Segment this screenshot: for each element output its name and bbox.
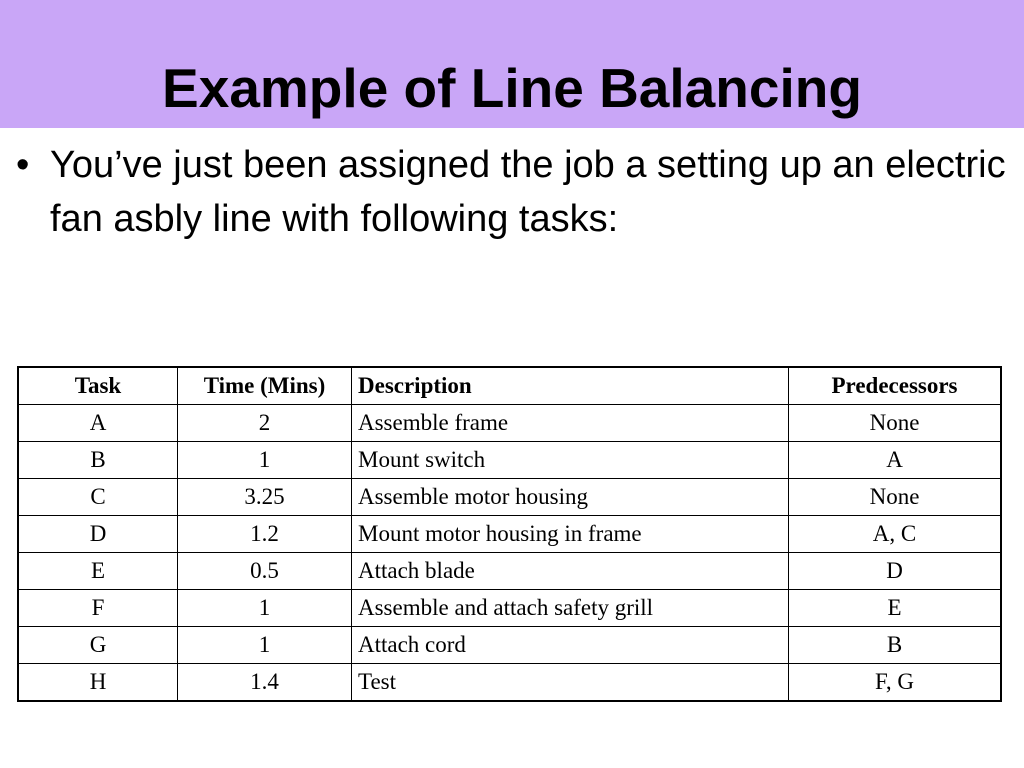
cell-task: D <box>18 516 178 553</box>
table-row <box>18 442 1001 479</box>
cell-time: 1 <box>178 442 352 479</box>
cell-task: C <box>18 479 178 516</box>
cell-predecessors: E <box>789 590 1002 627</box>
task-table <box>17 366 1002 702</box>
header-description: Description <box>352 367 789 405</box>
cell-predecessors: None <box>789 405 1002 442</box>
cell-description: Test <box>352 664 789 702</box>
cell-description: Mount motor housing in frame <box>352 516 789 553</box>
cell-predecessors: B <box>789 627 1002 664</box>
header-task: Task <box>18 367 178 405</box>
cell-time: 0.5 <box>178 553 352 590</box>
cell-time: 1.2 <box>178 516 352 553</box>
cell-predecessors: F, G <box>789 664 1002 702</box>
bullet-text: You’ve just been assigned the job a setting up an electric fan asbly line with following tasks: <box>50 144 1006 240</box>
bullet-item <box>16 138 1006 246</box>
cell-task: G <box>18 627 178 664</box>
cell-description: Mount switch <box>352 442 789 479</box>
cell-time: 1 <box>178 590 352 627</box>
table-row <box>18 479 1001 516</box>
cell-description: Assemble frame <box>352 405 789 442</box>
cell-predecessors: A <box>789 442 1002 479</box>
cell-description: Assemble motor housing <box>352 479 789 516</box>
cell-task: F <box>18 590 178 627</box>
cell-description: Attach blade <box>352 553 789 590</box>
cell-time: 1 <box>178 627 352 664</box>
bullet-list <box>16 138 1006 246</box>
table-row <box>18 516 1001 553</box>
table-row <box>18 664 1001 702</box>
cell-predecessors: D <box>789 553 1002 590</box>
header-predecessors: Predecessors <box>789 367 1002 405</box>
table-header-row <box>18 367 1001 405</box>
table-row <box>18 405 1001 442</box>
cell-predecessors: A, C <box>789 516 1002 553</box>
header-time: Time (Mins) <box>178 367 352 405</box>
bullet-marker: • <box>16 144 30 186</box>
cell-task: B <box>18 442 178 479</box>
cell-task: E <box>18 553 178 590</box>
table-row <box>18 627 1001 664</box>
cell-time: 2 <box>178 405 352 442</box>
cell-task: H <box>18 664 178 702</box>
cell-time: 3.25 <box>178 479 352 516</box>
cell-task: A <box>18 405 178 442</box>
table-row <box>18 553 1001 590</box>
cell-description: Attach cord <box>352 627 789 664</box>
slide-title: Example of Line Balancing <box>162 57 862 119</box>
cell-description: Assemble and attach safety grill <box>352 590 789 627</box>
cell-time: 1.4 <box>178 664 352 702</box>
cell-predecessors: None <box>789 479 1002 516</box>
table-row <box>18 590 1001 627</box>
